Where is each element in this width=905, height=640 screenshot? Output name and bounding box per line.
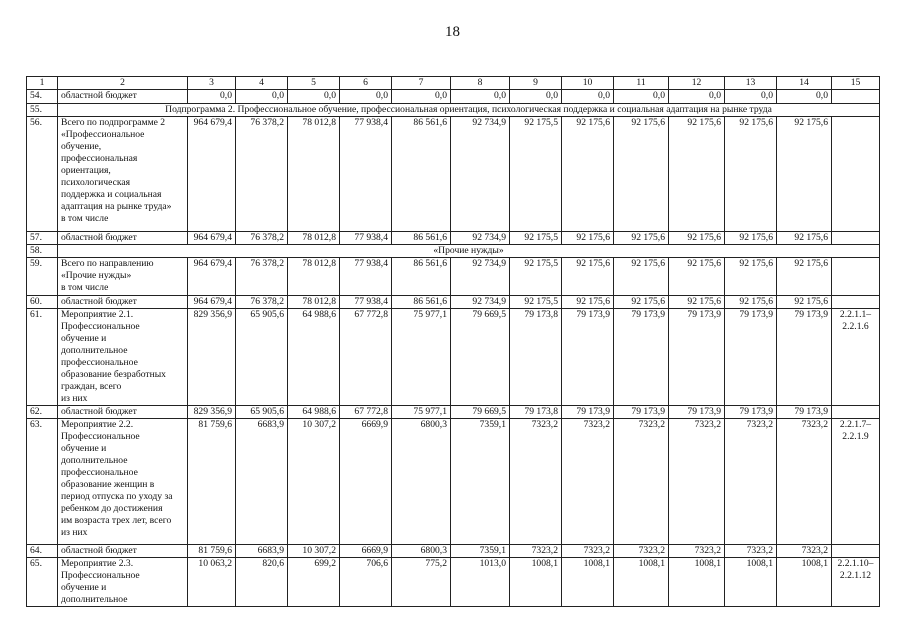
column-number-header: 10: [562, 77, 614, 90]
value-cell: 775,2: [392, 558, 451, 607]
row-number: 59.: [27, 258, 58, 296]
value-cell: 7323,2: [510, 545, 562, 558]
value-cell: 92 175,6: [614, 258, 669, 296]
value-cell: 78 012,8: [288, 232, 340, 245]
value-cell: 92 175,6: [669, 232, 725, 245]
value-cell: 92 175,6: [562, 296, 614, 309]
value-cell: 1013,0: [451, 558, 510, 607]
value-cell: 92 175,6: [562, 232, 614, 245]
value-cell: 79 173,9: [562, 406, 614, 419]
value-cell: 67 772,8: [340, 309, 392, 406]
value-cell: 92 175,6: [777, 117, 832, 232]
value-cell: 0,0: [392, 90, 451, 104]
value-cell: 79 173,8: [510, 309, 562, 406]
row-number: 58.: [27, 245, 58, 258]
value-cell: 0,0: [562, 90, 614, 104]
value-cell: 65 905,6: [236, 406, 288, 419]
row-label: Мероприятие 2.1. Профессиональное обучение и дополнительное профессиональное образование безработных граждан, всего из них: [58, 309, 188, 406]
budget-table: [26, 76, 880, 607]
value-cell: 7359,1: [451, 545, 510, 558]
value-cell: 0,0: [340, 90, 392, 104]
column-number-header: 13: [725, 77, 777, 90]
value-cell: 92 175,6: [562, 258, 614, 296]
section-title: Подпрограмма 2. Профессиональное обучение, профессиональная ориентация, психологическая поддержка и социальная адаптация на рынке труда: [58, 104, 880, 117]
value-cell: 7323,2: [510, 419, 562, 545]
section-row: [27, 104, 880, 117]
value-cell: 0,0: [236, 90, 288, 104]
value-cell: 76 378,2: [236, 232, 288, 245]
row-label: областной бюджет: [58, 406, 188, 419]
value-cell: 64 988,6: [288, 309, 340, 406]
table-row: [27, 558, 880, 607]
value-cell: 829 356,9: [188, 309, 236, 406]
value-cell: 6683,9: [236, 545, 288, 558]
value-cell: 81 759,6: [188, 419, 236, 545]
value-cell: 6683,9: [236, 419, 288, 545]
value-cell: 77 938,4: [340, 296, 392, 309]
value-cell: 1008,1: [510, 558, 562, 607]
value-cell: 92 175,6: [725, 258, 777, 296]
value-cell: 79 173,9: [777, 406, 832, 419]
value-cell: 7323,2: [669, 545, 725, 558]
value-cell: 75 977,1: [392, 406, 451, 419]
table-header-row: [27, 77, 880, 90]
value-cell: 7323,2: [562, 545, 614, 558]
value-cell: 78 012,8: [288, 117, 340, 232]
column-number-header: 8: [451, 77, 510, 90]
value-cell: 0,0: [725, 90, 777, 104]
value-cell: 92 175,6: [777, 232, 832, 245]
value-cell: 1008,1: [669, 558, 725, 607]
table-row: [27, 258, 880, 296]
value-cell: 67 772,8: [340, 406, 392, 419]
table-row: [27, 90, 880, 104]
row-label: областной бюджет: [58, 296, 188, 309]
value-cell: 92 734,9: [451, 117, 510, 232]
value-cell: 92 175,5: [510, 296, 562, 309]
value-cell: 92 734,9: [451, 296, 510, 309]
value-cell: 79 173,9: [725, 309, 777, 406]
value-cell: 79 173,9: [777, 309, 832, 406]
value-cell: 76 378,2: [236, 117, 288, 232]
value-cell: 92 175,6: [725, 296, 777, 309]
row-number: 64.: [27, 545, 58, 558]
column-number-header: 3: [188, 77, 236, 90]
row-number: 65.: [27, 558, 58, 607]
value-cell: 6800,3: [392, 419, 451, 545]
value-cell: 75 977,1: [392, 309, 451, 406]
value-cell: 92 175,6: [562, 117, 614, 232]
value-cell: 0,0: [288, 90, 340, 104]
value-cell: 699,2: [288, 558, 340, 607]
value-cell: 706,6: [340, 558, 392, 607]
value-cell: 964 679,4: [188, 232, 236, 245]
value-cell: 79 669,5: [451, 406, 510, 419]
value-cell: 92 175,6: [725, 232, 777, 245]
row-number: 56.: [27, 117, 58, 232]
value-cell: 77 938,4: [340, 258, 392, 296]
table-body: [27, 77, 880, 607]
row-number: 61.: [27, 309, 58, 406]
value-cell: 77 938,4: [340, 117, 392, 232]
value-cell: 92 175,6: [669, 296, 725, 309]
value-cell: 65 905,6: [236, 309, 288, 406]
reference-cell: [832, 296, 880, 309]
value-cell: 92 175,5: [510, 117, 562, 232]
value-cell: 1008,1: [725, 558, 777, 607]
value-cell: 7359,1: [451, 419, 510, 545]
budget-table-container: [26, 76, 879, 607]
row-number: 63.: [27, 419, 58, 545]
value-cell: 964 679,4: [188, 117, 236, 232]
row-number: 60.: [27, 296, 58, 309]
value-cell: 92 175,6: [614, 232, 669, 245]
table-row: [27, 406, 880, 419]
column-number-header: 15: [832, 77, 880, 90]
value-cell: 86 561,6: [392, 296, 451, 309]
value-cell: 77 938,4: [340, 232, 392, 245]
value-cell: 10 307,2: [288, 545, 340, 558]
value-cell: 92 175,6: [777, 258, 832, 296]
value-cell: 0,0: [451, 90, 510, 104]
reference-cell: 2.2.1.1– 2.2.1.6: [832, 309, 880, 406]
value-cell: 820,6: [236, 558, 288, 607]
row-label: областной бюджет: [58, 545, 188, 558]
value-cell: 6669,9: [340, 545, 392, 558]
column-number-header: 12: [669, 77, 725, 90]
value-cell: 1008,1: [614, 558, 669, 607]
value-cell: 78 012,8: [288, 258, 340, 296]
row-number: 57.: [27, 232, 58, 245]
value-cell: 79 173,9: [669, 309, 725, 406]
value-cell: 7323,2: [669, 419, 725, 545]
reference-cell: 2.2.1.10– 2.2.1.12: [832, 558, 880, 607]
reference-cell: [832, 545, 880, 558]
row-label: Всего по подпрограмме 2 «Профессиональное обучение, профессиональная ориентация, психологическая поддержка и социальная адаптация на рынке труда» в том числе: [58, 117, 188, 232]
value-cell: 1008,1: [777, 558, 832, 607]
value-cell: 0,0: [614, 90, 669, 104]
value-cell: 79 173,8: [510, 406, 562, 419]
row-label: областной бюджет: [58, 90, 188, 104]
table-row: [27, 545, 880, 558]
value-cell: 92 734,9: [451, 258, 510, 296]
column-number-header: 14: [777, 77, 832, 90]
reference-cell: [832, 90, 880, 104]
value-cell: 92 175,6: [669, 258, 725, 296]
value-cell: 92 175,5: [510, 232, 562, 245]
value-cell: 92 175,5: [510, 258, 562, 296]
value-cell: 10 307,2: [288, 419, 340, 545]
value-cell: 0,0: [510, 90, 562, 104]
value-cell: 92 175,6: [725, 117, 777, 232]
value-cell: 79 173,9: [614, 406, 669, 419]
row-number: 55.: [27, 104, 58, 117]
value-cell: 6800,3: [392, 545, 451, 558]
value-cell: 92 175,6: [614, 117, 669, 232]
value-cell: 92 175,6: [669, 117, 725, 232]
table-row: [27, 232, 880, 245]
row-number: 54.: [27, 90, 58, 104]
column-number-header: 1: [27, 77, 58, 90]
section-title: «Прочие нужды»: [58, 245, 880, 258]
value-cell: 7323,2: [777, 545, 832, 558]
value-cell: 92 175,6: [614, 296, 669, 309]
column-number-header: 5: [288, 77, 340, 90]
column-number-header: 7: [392, 77, 451, 90]
column-number-header: 4: [236, 77, 288, 90]
value-cell: 6669,9: [340, 419, 392, 545]
value-cell: 7323,2: [614, 545, 669, 558]
value-cell: 0,0: [188, 90, 236, 104]
row-label: Мероприятие 2.2. Профессиональное обучение и дополнительное профессиональное образование женщин в период отпуска по уходу за ребенком до достижения им возраста трех лет, всего из них: [58, 419, 188, 545]
column-number-header: 9: [510, 77, 562, 90]
value-cell: 92 734,9: [451, 232, 510, 245]
value-cell: 7323,2: [614, 419, 669, 545]
value-cell: 76 378,2: [236, 258, 288, 296]
value-cell: 7323,2: [562, 419, 614, 545]
value-cell: 0,0: [669, 90, 725, 104]
value-cell: 79 173,9: [562, 309, 614, 406]
reference-cell: [832, 406, 880, 419]
value-cell: 86 561,6: [392, 232, 451, 245]
reference-cell: [832, 232, 880, 245]
column-number-header: 6: [340, 77, 392, 90]
table-row: [27, 296, 880, 309]
value-cell: 79 669,5: [451, 309, 510, 406]
table-row: [27, 117, 880, 232]
value-cell: 86 561,6: [392, 117, 451, 232]
value-cell: 76 378,2: [236, 296, 288, 309]
table-row: [27, 309, 880, 406]
value-cell: 64 988,6: [288, 406, 340, 419]
value-cell: 79 173,9: [725, 406, 777, 419]
value-cell: 829 356,9: [188, 406, 236, 419]
page-number: 18: [445, 24, 460, 40]
reference-cell: 2.2.1.7– 2.2.1.9: [832, 419, 880, 545]
value-cell: 964 679,4: [188, 258, 236, 296]
value-cell: 1008,1: [562, 558, 614, 607]
column-number-header: 2: [58, 77, 188, 90]
table-row: [27, 419, 880, 545]
row-label: Мероприятие 2.3. Профессиональное обучение и дополнительное: [58, 558, 188, 607]
value-cell: 92 175,6: [777, 296, 832, 309]
column-number-header: 11: [614, 77, 669, 90]
row-label: Всего по направлению «Прочие нужды» в том числе: [58, 258, 188, 296]
value-cell: 79 173,9: [614, 309, 669, 406]
value-cell: 86 561,6: [392, 258, 451, 296]
value-cell: 7323,2: [777, 419, 832, 545]
value-cell: 10 063,2: [188, 558, 236, 607]
value-cell: 0,0: [777, 90, 832, 104]
value-cell: 81 759,6: [188, 545, 236, 558]
row-number: 62.: [27, 406, 58, 419]
value-cell: 7323,2: [725, 419, 777, 545]
value-cell: 7323,2: [725, 545, 777, 558]
value-cell: 964 679,4: [188, 296, 236, 309]
section-row: [27, 245, 880, 258]
row-label: областной бюджет: [58, 232, 188, 245]
value-cell: 79 173,9: [669, 406, 725, 419]
value-cell: 78 012,8: [288, 296, 340, 309]
reference-cell: [832, 117, 880, 232]
reference-cell: [832, 258, 880, 296]
